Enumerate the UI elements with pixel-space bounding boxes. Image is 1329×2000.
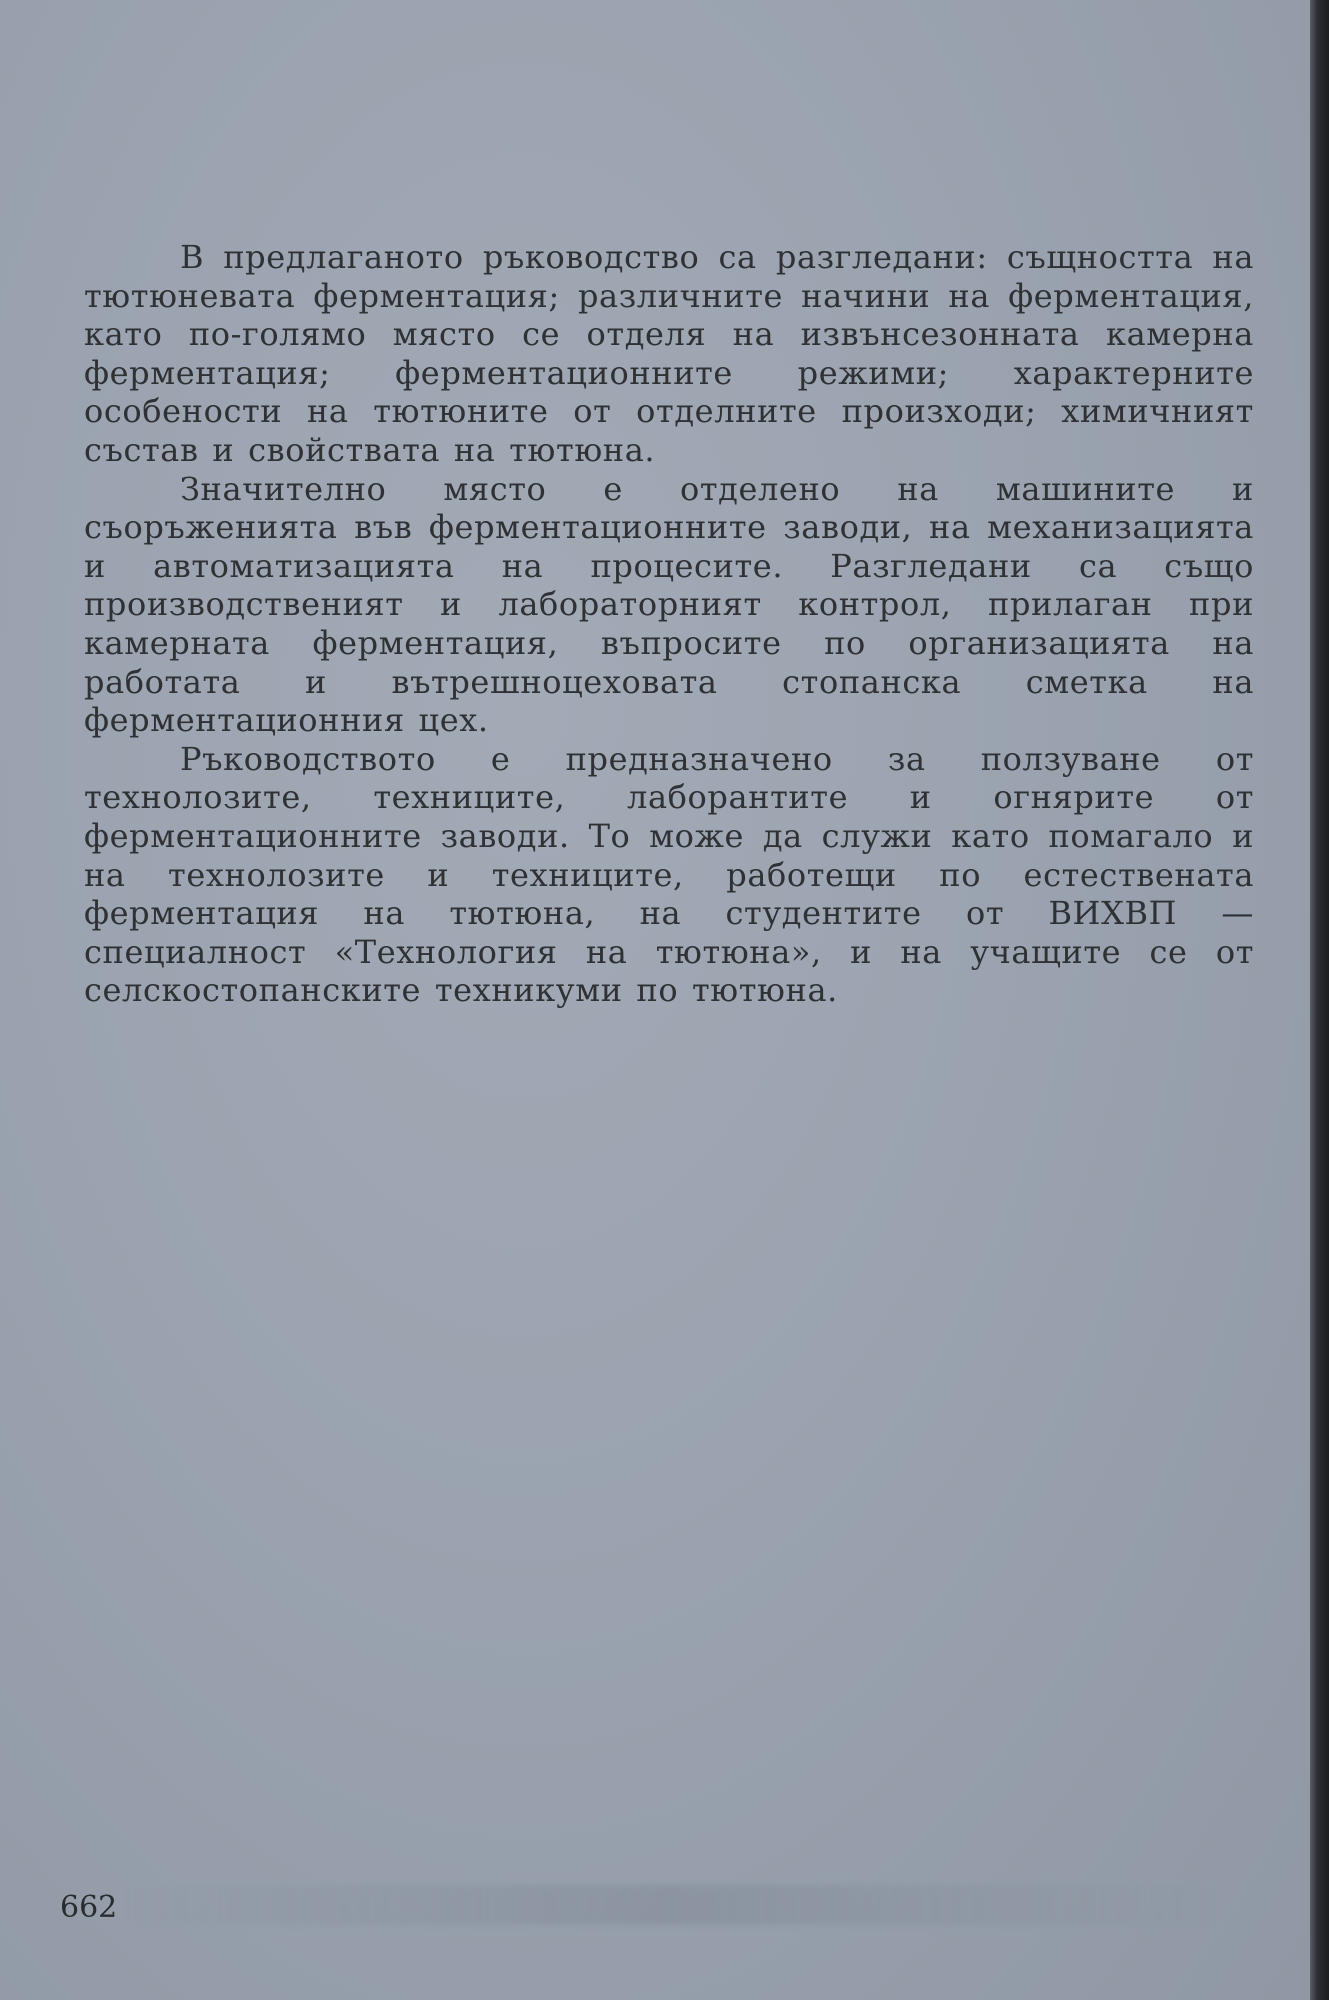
paragraph-2: Значително място е отделено на машините и съоръженията във ферментационните заводи, на механизацията и автоматизацията на процесите. Разгледани са също производственият и лабораторният контрол, прилаган при камерната ферментация, въпросите по организацията на работата и вътрешноцеховата стопанска сметка на ферментационния цех. xyxy=(84,469,1254,740)
paragraph-3: Ръководството е предназначено за ползуване от технолозите, техниците, лаборантите и огнярите от ферментационните заводи. То може да служи като помагало и на технолозите и техниците, работещи по естествената ферментация на тютюна, на студентите от ВИХВП — специалност «Технология на тютюна», и на учащите се от селскостопанските техникуми по тютюна. xyxy=(84,739,1254,1010)
paragraph-1: В предлаганото ръководство са разгледани: същността на тютюневата ферментация; различните начини на ферментация, като по-голямо място се отделя на извънсезонната камерна ферментация; ферментационните режими; характерните особености на тютюните от отделните произходи; химичният състав и свойствата на тютюна. xyxy=(84,238,1254,469)
body-text xyxy=(84,238,1254,1010)
book-spine-edge xyxy=(1310,0,1329,2000)
bleed-through-smudge xyxy=(120,1885,1220,1925)
page-number: 662 xyxy=(60,1890,118,1925)
